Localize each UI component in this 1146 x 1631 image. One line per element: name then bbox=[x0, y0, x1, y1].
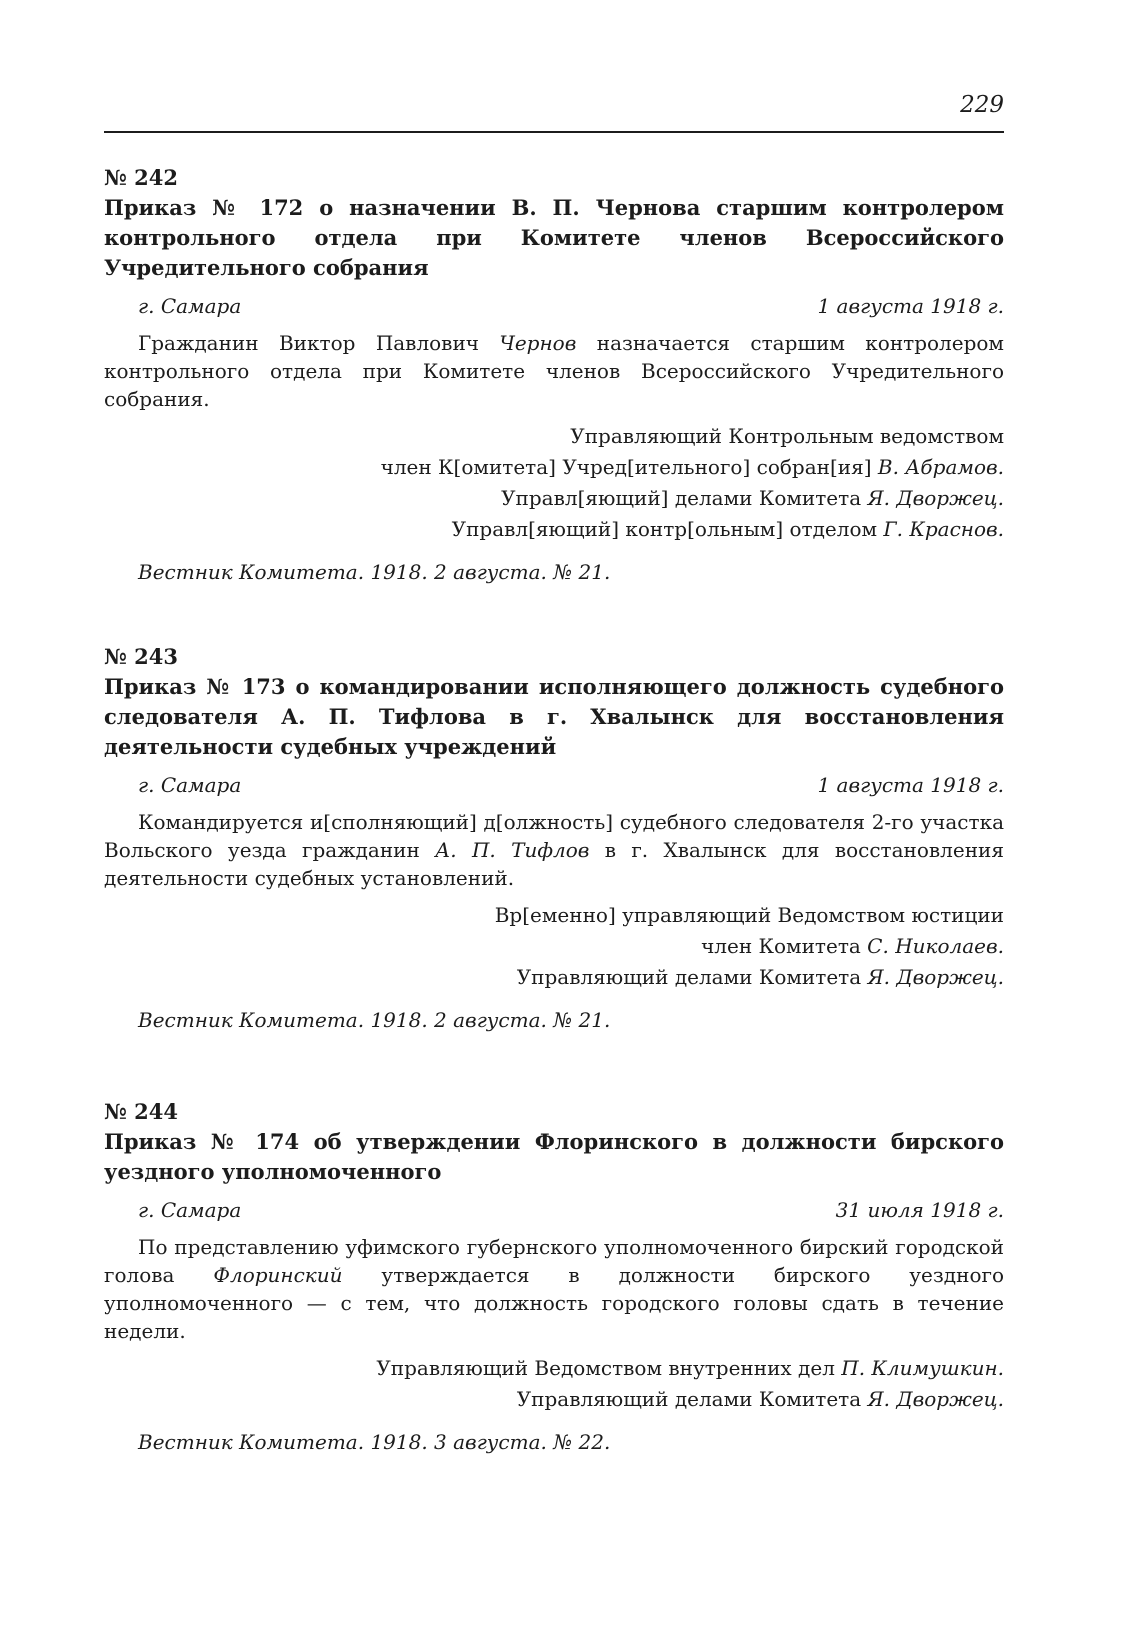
person-name: Флоринский bbox=[213, 1263, 343, 1287]
place-date-line bbox=[104, 770, 1004, 800]
body-text-before: По представлению уфимского губернского уполномоченного бирский городской голова bbox=[104, 1235, 1004, 1287]
signatures bbox=[104, 421, 1004, 545]
person-name: Чернов bbox=[499, 331, 577, 355]
signature-line: Управляющий делами Комитета Я. Дворжец. bbox=[516, 1387, 1004, 1411]
source-citation: Вестник Комитета. 1918. 2 августа. № 21. bbox=[138, 560, 611, 584]
signature-line: член Комитета С. Николаев. bbox=[701, 934, 1004, 958]
document-244 bbox=[104, 1097, 1004, 1457]
signatures bbox=[104, 900, 1004, 993]
header-rule bbox=[104, 131, 1004, 133]
signature-line: Управл[яющий] контр[ольным] отделом Г. Краснов. bbox=[451, 517, 1004, 541]
place: г. Самара bbox=[138, 773, 242, 797]
signature-line: член К[омитета] Учред[ительного] собран[ия] В. Абрамов. bbox=[380, 455, 1004, 479]
place-date-line bbox=[104, 291, 1004, 321]
place: г. Самара bbox=[138, 1198, 242, 1222]
date: 31 июля 1918 г. bbox=[835, 1198, 1004, 1222]
date: 1 августа 1918 г. bbox=[817, 773, 1004, 797]
signature-line: Вр[еменно] управляющий Ведомством юстиции bbox=[494, 903, 1004, 927]
place: г. Самара bbox=[138, 294, 242, 318]
document-body bbox=[104, 1233, 1004, 1345]
person-name: А. П. Тифлов bbox=[435, 838, 590, 862]
body-text-before: Гражданин Виктор Павлович bbox=[138, 331, 500, 355]
document-242 bbox=[104, 163, 1004, 587]
signature-line: Управляющий Ведомством внутренних дел П. Климушкин. bbox=[376, 1356, 1004, 1380]
source-citation: Вестник Комитета. 1918. 3 августа. № 22. bbox=[138, 1430, 611, 1454]
body-text-after: назначается старшим контролером контрольного отдела при Комитете членов Всероссийского Учредительного собрания. bbox=[104, 331, 1004, 411]
source-citation: Вестник Комитета. 1918. 2 августа. № 21. bbox=[138, 1008, 611, 1032]
place-date-line bbox=[104, 1195, 1004, 1225]
document-body bbox=[104, 329, 1004, 413]
document-title: Приказ № 173 о командировании исполняющего должность судебного следователя А. П. Тифлова в г. Хвалынск для восстановления деятельности судебных учреждений bbox=[104, 674, 1004, 759]
body-text-before: Командируется и[сполняющий] д[олжность] судебного следователя 2-го участка Вольского уезда гражданин bbox=[104, 810, 1004, 862]
signature-line: Управл[яющий] делами Комитета Я. Дворжец. bbox=[501, 486, 1004, 510]
signature-line: Управляющий делами Комитета Я. Дворжец. bbox=[516, 965, 1004, 989]
document-number: № 243 bbox=[104, 644, 178, 669]
date: 1 августа 1918 г. bbox=[817, 294, 1004, 318]
body-text-after: утверждается в должности бирского уездного уполномоченного — с тем, что должность городского головы сдать в течение недели. bbox=[104, 1263, 1004, 1343]
signature-line: Управляющий Контрольным ведомством bbox=[570, 424, 1004, 448]
page-number: 229 bbox=[960, 92, 1004, 118]
document-title: Приказ № 174 об утверждении Флоринского в должности бирского уездного уполномоченного bbox=[104, 1129, 1004, 1184]
document-number: № 244 bbox=[104, 1099, 178, 1124]
body-text-after: в г. Хвалынск для восстановления деятельности судебных установлений. bbox=[104, 838, 1004, 890]
document-243 bbox=[104, 642, 1004, 1035]
signatures bbox=[104, 1353, 1004, 1415]
document-title: Приказ № 172 о назначении В. П. Чернова старшим контролером контрольного отдела при Комитете членов Всероссийского Учредительного собрания bbox=[104, 195, 1004, 280]
document-body bbox=[104, 808, 1004, 892]
document-number: № 242 bbox=[104, 165, 178, 190]
